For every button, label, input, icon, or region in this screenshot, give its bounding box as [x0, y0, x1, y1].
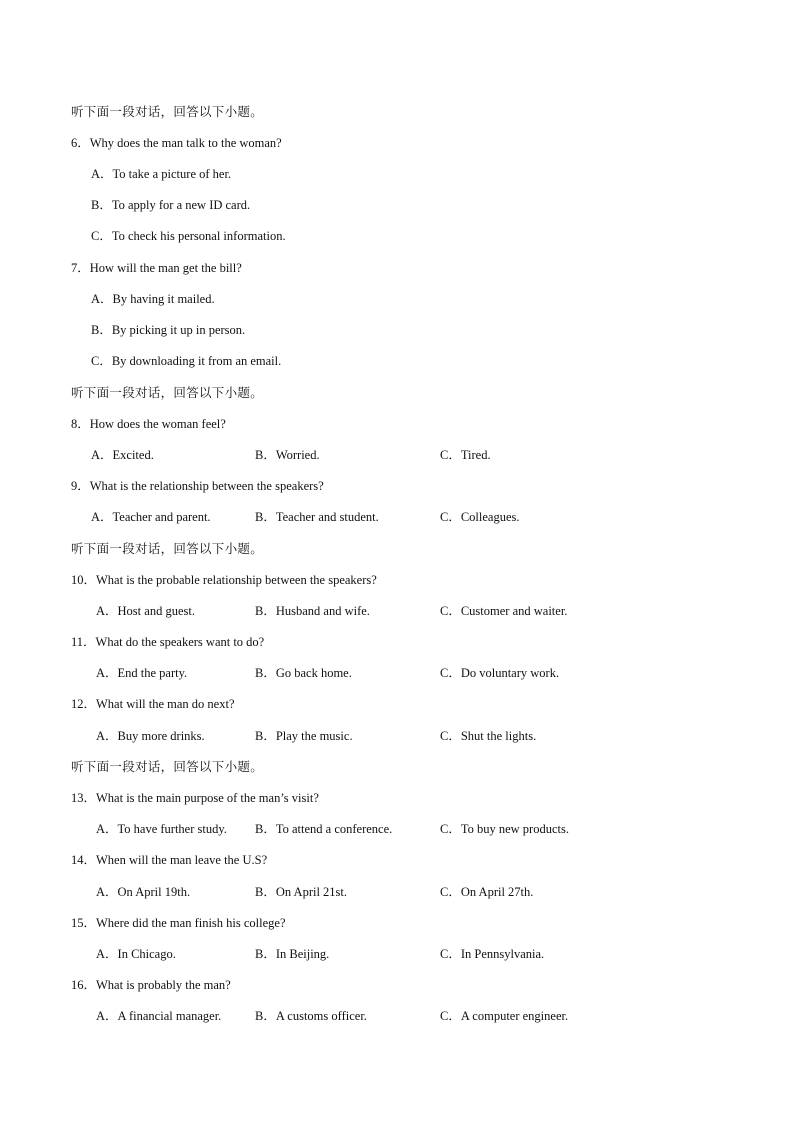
- question-9-options: [91, 509, 691, 525]
- question-12-option-a: A．Buy more drinks.: [96, 729, 205, 743]
- section-heading: 听下面一段对话，回答以下小题。: [71, 760, 264, 774]
- question-12-option-c: C．Shut the lights.: [440, 729, 537, 743]
- question-15-stem: 15．Where did the man finish his college?: [71, 916, 286, 930]
- question-7-option-a: A．By having it mailed.: [91, 292, 215, 306]
- question-7-option-c: C．By downloading it from an email.: [91, 354, 282, 368]
- question-16-option-c: C．A computer engineer.: [440, 1009, 569, 1023]
- question-6-option-a: A．To take a picture of her.: [91, 167, 232, 181]
- section-heading: 听下面一段对话，回答以下小题。: [71, 105, 264, 119]
- question-14-option-b: B．On April 21st.: [255, 885, 348, 899]
- question-11-option-a: A．End the party.: [96, 666, 188, 680]
- question-15-option-a: A．In Chicago.: [96, 947, 176, 961]
- question-8-options: [91, 447, 691, 463]
- question-8-option-c: C．Tired.: [440, 448, 491, 462]
- section-heading: 听下面一段对话，回答以下小题。: [71, 386, 264, 400]
- question-14-option-a: A．On April 19th.: [96, 885, 191, 899]
- question-8-stem: 8．How does the woman feel?: [71, 417, 226, 431]
- question-14-stem: 14．When will the man leave the U.S?: [71, 853, 268, 867]
- question-11-option-b: B．Go back home.: [255, 666, 352, 680]
- question-15-option-c: C．In Pennsylvania.: [440, 947, 545, 961]
- question-15-options: [96, 946, 696, 962]
- question-13-stem: 13．What is the main purpose of the man’s visit?: [71, 791, 319, 805]
- question-10-option-c: C．Customer and waiter.: [440, 604, 568, 618]
- question-13-options: [96, 821, 696, 837]
- question-8-option-b: B．Worried.: [255, 448, 320, 462]
- question-16-option-a: A．A financial manager.: [96, 1009, 222, 1023]
- question-16-stem: 16．What is probably the man?: [71, 978, 231, 992]
- question-10-option-a: A．Host and guest.: [96, 604, 195, 618]
- question-7-stem: 7．How will the man get the bill?: [71, 261, 242, 275]
- question-7-option-b: B．By picking it up in person.: [91, 323, 246, 337]
- question-6-option-b: B．To apply for a new ID card.: [91, 198, 251, 212]
- question-9-option-b: B．Teacher and student.: [255, 510, 379, 524]
- question-11-stem: 11．What do the speakers want to do?: [71, 635, 265, 649]
- question-12-option-b: B．Play the music.: [255, 729, 353, 743]
- question-16-option-b: B．A customs officer.: [255, 1009, 367, 1023]
- question-12-options: [96, 728, 696, 744]
- question-9-stem: 9．What is the relationship between the speakers?: [71, 479, 324, 493]
- question-9-option-a: A．Teacher and parent.: [91, 510, 211, 524]
- question-14-options: [96, 884, 696, 900]
- question-6-stem: 6．Why does the man talk to the woman?: [71, 136, 282, 150]
- question-13-option-b: B．To attend a conference.: [255, 822, 393, 836]
- question-11-options: [96, 665, 696, 681]
- section-heading: 听下面一段对话，回答以下小题。: [71, 542, 264, 556]
- question-16-options: [96, 1008, 696, 1024]
- question-13-option-a: A．To have further study.: [96, 822, 227, 836]
- question-10-options: [96, 603, 696, 619]
- question-10-stem: 10．What is the probable relationship between the speakers?: [71, 573, 377, 587]
- question-6-option-c: C．To check his personal information.: [91, 229, 286, 243]
- question-14-option-c: C．On April 27th.: [440, 885, 534, 899]
- question-10-option-b: B．Husband and wife.: [255, 604, 370, 618]
- question-13-option-c: C．To buy new products.: [440, 822, 569, 836]
- question-12-stem: 12．What will the man do next?: [71, 697, 235, 711]
- question-15-option-b: B．In Beijing.: [255, 947, 330, 961]
- question-9-option-c: C．Colleagues.: [440, 510, 520, 524]
- question-11-option-c: C．Do voluntary work.: [440, 666, 560, 680]
- question-8-option-a: A．Excited.: [91, 448, 154, 462]
